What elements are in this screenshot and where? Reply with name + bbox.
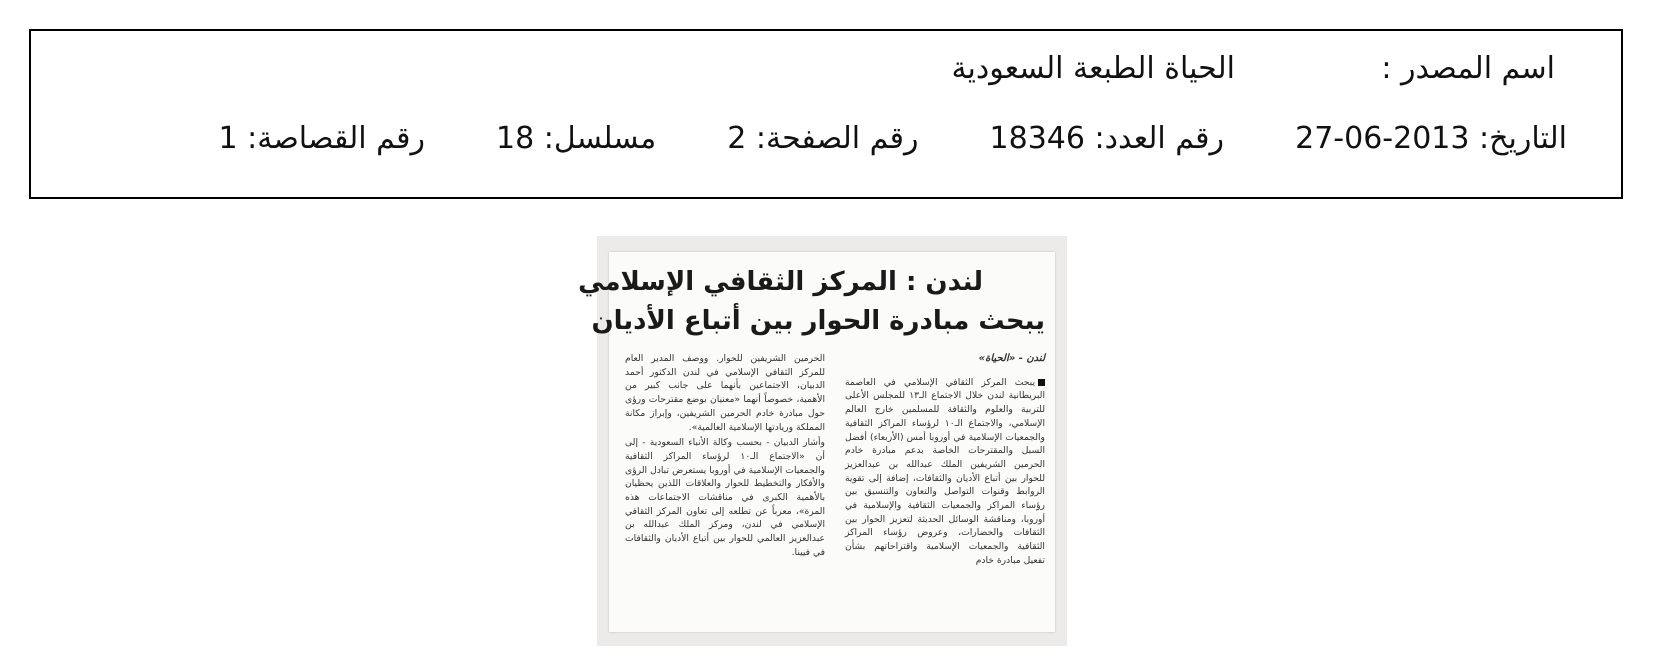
headline-line-2: يبحث مبادرة الحوار بين أتباع الأديان [591, 306, 1045, 336]
clip-label: رقم القصاصة: [247, 121, 425, 156]
paragraph: الحرمين الشريفين للحوار. ووصف المدير العام للمركز الثقافي الإسلامي في لندن الدكتور أحمد الدبيان، الاجتماعين بأنهما على جانب كبير من الأهمية، خصوصاً أنهما «معنيان بوضع مقترحات ورؤى حول مبادرة خادم الحرمين الشريفين، وإبراز مكانة المملكة وريادتها الإسلامية العالمية». [625, 353, 825, 433]
article [578, 252, 1055, 632]
serial-value: 18 [496, 121, 535, 156]
serial-label: مسلسل: [543, 121, 657, 156]
article-column-right [845, 352, 1045, 570]
source-label: اسم المصدر : [1381, 51, 1555, 86]
byline: لندن - «الحياة» [978, 353, 1045, 364]
page-label: رقم الصفحة: [755, 121, 919, 156]
source-value: الحياة الطبعة السعودية [951, 51, 1235, 86]
paragraph-text: يبحث المركز الثقافي الإسلامي في العاصمة البريطانية لندن خلال الاجتماع الـ١٣ للمجلس الأعلى للتربية والعلوم والثقافة للمسلمين خارج العالم الإسلامي، والاجتماع الـ١٠ لرؤساء المراكز الثقافية والجمعيات الإسلامية في أوروبا أمس (الأربعاء) أفضل السبل والمقترحات الخاصة بدعم مبادرة خادم الحرمين الشريفين الملك عبدالله بن عبدالعزيز للحوار بين أتباع الأديان والثقافات، إضافة إلى تقوية الروابط وقنوات التواصل والتعاون والتنسيق بين رؤساء المراكز والجمعيات الثقافية والإسلامية في أوروبا، ومناقشة الوسائل الحديثة لتعزيز الحوار بين الثقافات والحضارات، وعروض رؤساء المراكز الثقافية والجمعيات الإسلامية واقتراحاتهم بشأن تفعيل مبادرة خادم [845, 376, 1045, 566]
clip-value: 1 [218, 121, 238, 156]
headline-line-1: لندن : المركز الثقافي الإسلامي [578, 267, 983, 297]
article-column-left [625, 352, 825, 562]
paragraph: وأشار الدبيان - بحسب وكالة الأنباء السعودية - إلى أن «الاجتماع الـ١٠ لرؤساء المراكز الثقافية والجمعيات الإسلامية في أوروبا يستعرض تبادل الرؤى والأفكار والتخطيط للحوار والعلاقات اللذين يحظيان بالأهمية الكبرى في مناقشات الاجتماعات هذه المرة»، معرباً عن تطلعه إلى تعاون المركز الثقافي الإسلامي في لندن، ومركز الملك عبدالله بن عبدالعزيز العالمي للحوار بين أتباع الأديان والثقافات في فيينا. [625, 437, 825, 558]
source-row [1381, 51, 1555, 86]
date-label: التاريخ: [1479, 121, 1567, 156]
issue-label: رقم العدد: [1094, 121, 1225, 156]
newspaper-clipping [578, 236, 1067, 646]
paragraph [845, 376, 1045, 568]
page-value: 2 [727, 121, 747, 156]
meta-row [219, 121, 1568, 156]
bullet-square-icon [1038, 379, 1045, 386]
issue-value: 18346 [989, 121, 1085, 156]
source-value-row [951, 51, 1235, 86]
date-value: 27-06-2013 [1295, 121, 1470, 156]
clipping-header [29, 29, 1623, 199]
